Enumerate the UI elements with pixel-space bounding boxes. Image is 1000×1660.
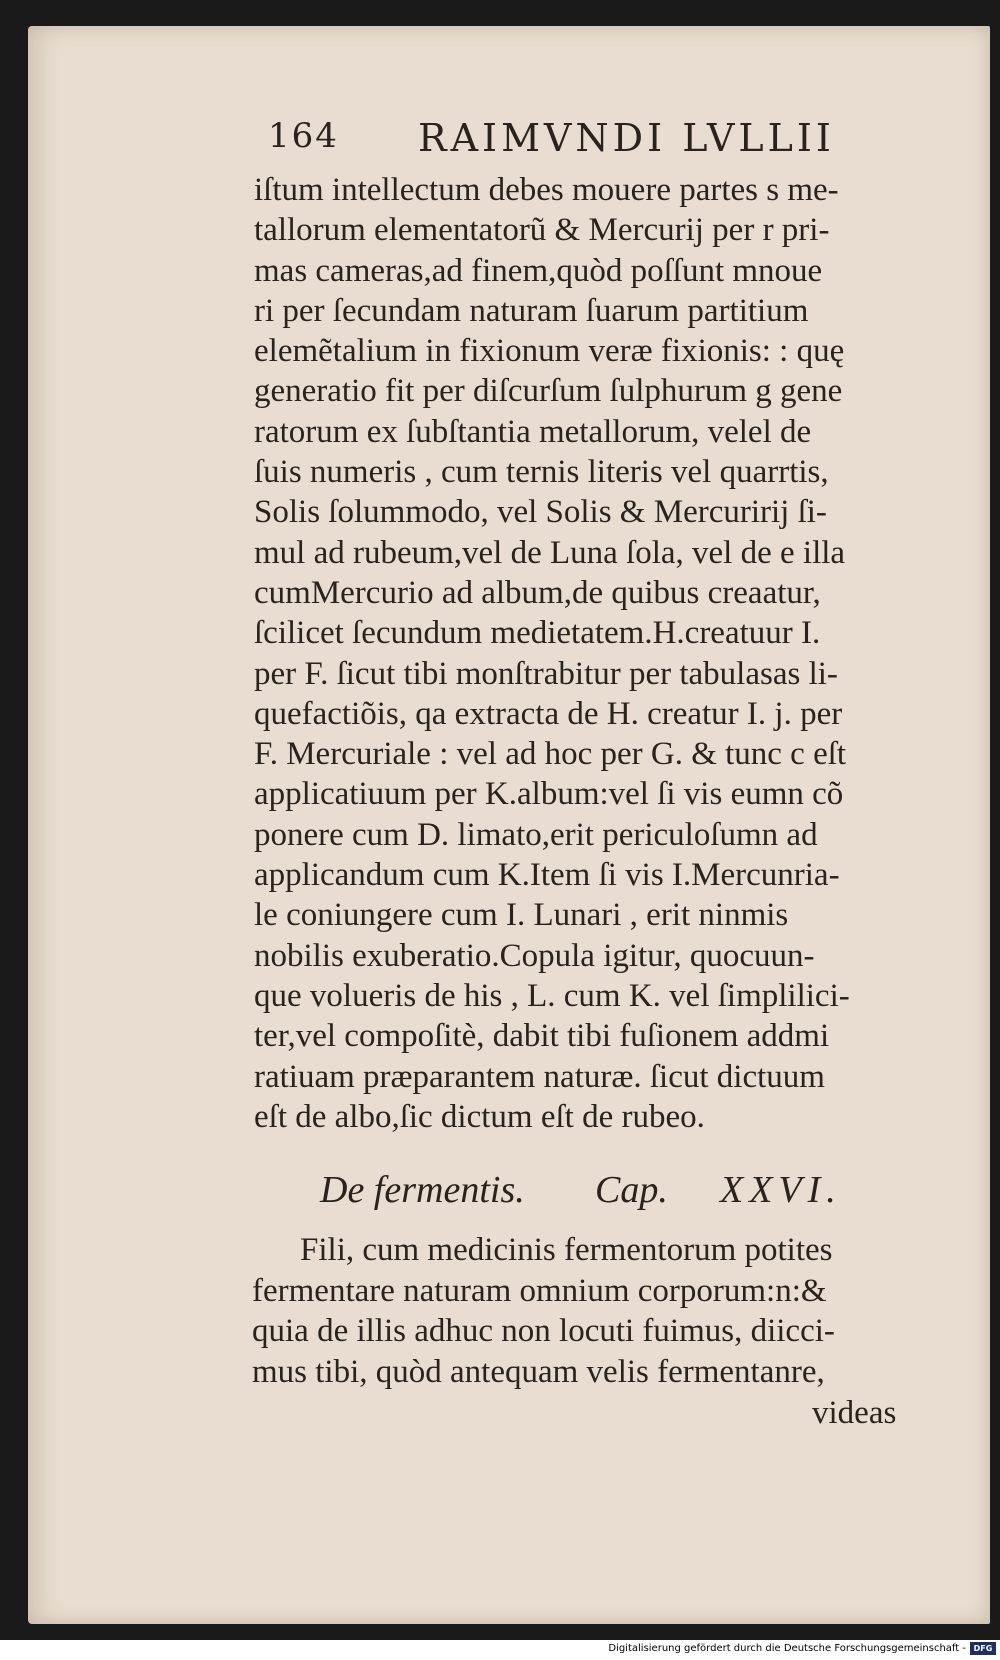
running-head — [268, 116, 878, 166]
chapter-text-block — [252, 1230, 952, 1392]
chapter-number: XXVI. — [720, 1169, 842, 1211]
text-line: elemẽtalium in fixionum veræ fixionis: : quę — [254, 333, 845, 370]
text-line: mas cameras,ad finem,quòd poſſunt mnoue — [254, 252, 823, 289]
text-line: generatio fit per diſcurſum ſulphurum g gene — [254, 373, 843, 410]
text-line: iſtum intellectum debes mouere partes s me- — [254, 172, 839, 208]
text-line: mus tibi, quòd antequam velis fermentanre, — [252, 1353, 825, 1390]
text-line: ratorum ex ſubſtantia metallorum, velel de — [254, 413, 812, 450]
text-line: mul ad rubeum,vel de Luna ſola, vel de e illa — [254, 534, 846, 571]
page-number: 164 — [268, 116, 339, 156]
text-line: quefactiõis, qa extracta de H. creatur I. j. per — [254, 695, 843, 732]
text-line: F. Mercuriale : vel ad hoc per G. & tunc c eſt — [254, 736, 847, 773]
text-line: ponere cum D. limato,erit periculoſumn ad — [254, 816, 818, 853]
text-line: ter,vel compoſitè, dabit tibi fuſionem addmi — [254, 1018, 830, 1055]
text-line: ratiuam præparantem naturæ. ſicut dictuum — [254, 1058, 825, 1095]
text-line: nobilis exuberatio.Copula igitur, quocuun- — [254, 937, 815, 974]
running-title: RAIMVNDI LVLLII — [418, 116, 835, 160]
text-line: quia de illis adhuc non locuti fuimus, diicci- — [252, 1313, 835, 1349]
text-line: tallorum elementatorũ & Mercurij per r pri- — [254, 212, 830, 249]
footer-credit: Digitalisierung gefördert durch die Deutsche Forschungsgemeinschaft - — [608, 1643, 966, 1654]
catchword: videas — [812, 1395, 897, 1431]
body-text-block — [254, 170, 954, 1137]
text-line: applicatiuum per K.album:vel ſi vis eumn cõ — [254, 776, 844, 813]
text-line: applicandum cum K.Item ſi vis I.Mercunria- — [254, 857, 840, 894]
text-line: ſcilicet ſecundum medietatem.H.creatuur I. — [254, 615, 821, 652]
text-line: Solis ſolummodo, vel Solis & Mercuririj ſi- — [254, 494, 827, 531]
text-line: Fili, cum medicinis fermentorum potites — [300, 1232, 833, 1268]
text-line: per F. ſicut tibi monſtrabitur per tabulasas li- — [254, 655, 838, 692]
text-line: ſuis numeris , cum ternis literis vel quarrtis, — [254, 454, 829, 491]
text-line: eſt de albo,ſic dictum eſt de rubeo. — [254, 1098, 705, 1135]
chapter-cap-label: Cap. — [595, 1169, 668, 1211]
chapter-heading — [320, 1168, 920, 1220]
text-line: que volueris de his , L. cum K. vel ſimplilici- — [254, 977, 850, 1014]
text-line: fermentare naturam omnium corporum:n:& — [252, 1272, 827, 1309]
text-line: cumMercurio ad album,de quibus creaatur, — [254, 574, 821, 611]
text-line: ri per ſecundam naturam ſuarum partitium — [254, 292, 809, 329]
chapter-title: De fermentis. — [320, 1169, 525, 1211]
dfg-logo: DFG — [970, 1642, 996, 1655]
text-line: le coniungere cum I. Lunari , erit ninmis — [254, 897, 789, 934]
